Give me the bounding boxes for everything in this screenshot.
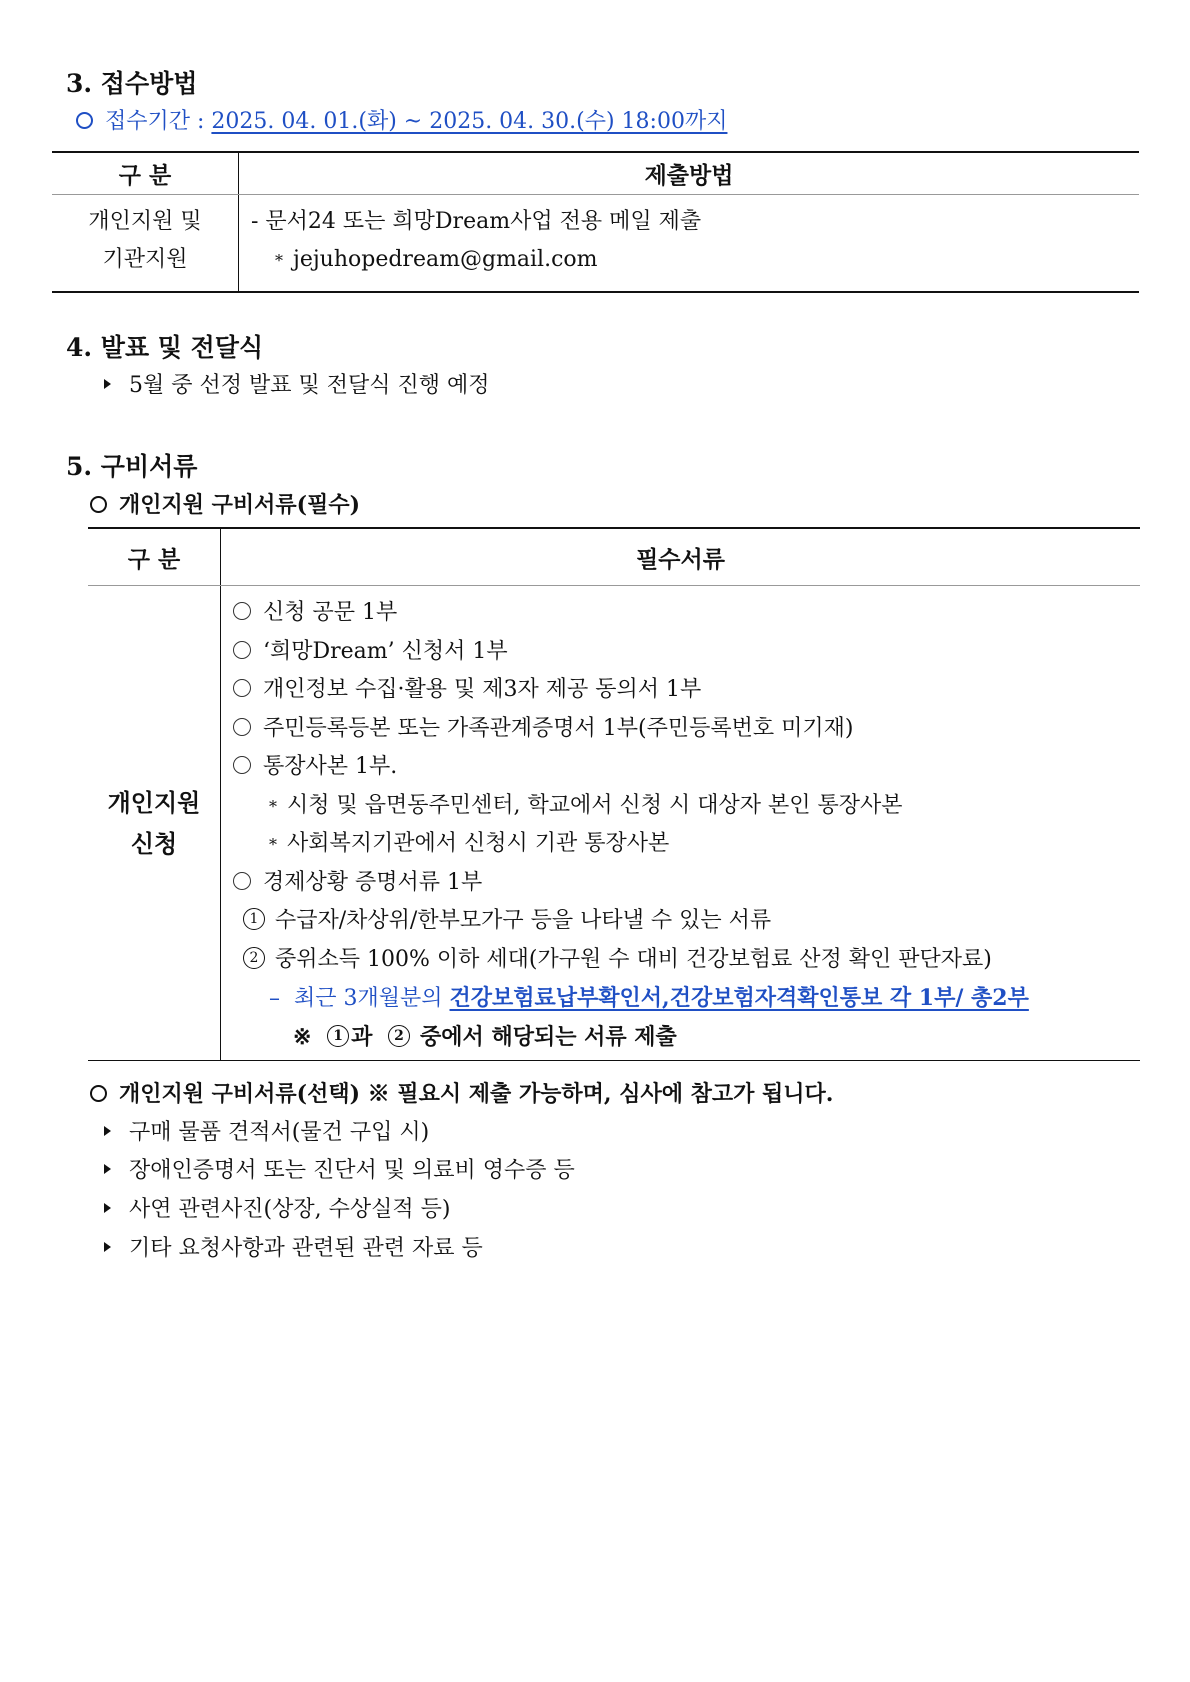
row-label-line2: 기관지원: [102, 247, 188, 272]
table-header-category: 구 분: [88, 528, 221, 586]
list-item: [233, 594, 1140, 633]
circle-bullet-icon: [233, 602, 251, 620]
note-mark: ※: [293, 1023, 312, 1050]
row-label-line2: 신청: [130, 829, 178, 858]
asterisk-icon: *: [269, 796, 277, 816]
list-item: [233, 633, 1140, 672]
submission-period-value: 2025. 04. 01.(화) ~ 2025. 04. 30.(수) 18:00까지: [211, 109, 728, 134]
announcement-text: 5월 중 선정 발표 및 전달식 진행 예정: [129, 373, 490, 398]
asterisk-icon: *: [269, 835, 277, 854]
item-text: 사연 관련사진(상장, 수상실적 등): [129, 1197, 451, 1222]
item-text: 시청 및 읍면동주민센터, 학교에서 신청 시 대상자 본인 통장사본: [287, 792, 903, 818]
required-docs-table: [88, 527, 1140, 1061]
dash-marker: –: [269, 986, 280, 1011]
row-label-line1: 개인지원 및: [88, 209, 202, 234]
list-subitem: [233, 979, 1140, 1018]
list-subitem: [233, 825, 1140, 864]
health-insurance-docs: 건강보험료납부확인서,건강보험자격확인통보 각 1부/ 총2부: [449, 985, 1029, 1011]
table-row: [52, 195, 1139, 293]
section-4-title: 4. 발표 및 전달식: [66, 333, 264, 362]
circled-number-2: 2: [243, 947, 265, 969]
item-text: 사회복지기관에서 신청시 기관 통장사본: [287, 831, 670, 856]
method-cell: [239, 195, 1140, 293]
circle-bullet-icon: [233, 718, 251, 736]
submission-period-label: 접수기간 :: [105, 109, 205, 134]
list-item: [233, 710, 1140, 749]
recent-period-text: 최근 3개월분의: [294, 986, 443, 1011]
triangle-bullet-icon: [104, 1242, 111, 1252]
circle-bullet-icon: [90, 496, 107, 513]
required-docs-heading-text: 개인지원 구비서류(필수): [119, 492, 360, 518]
item-text: 주민등록등본 또는 가족관계증명서 1부(주민등록번호 미기재): [263, 715, 854, 741]
list-subitem: [233, 941, 1140, 980]
item-text: 경제상황 증명서류 1부: [263, 869, 483, 895]
triangle-bullet-icon: [104, 379, 111, 389]
note-text: 중에서 해당되는 서류 제출: [420, 1023, 677, 1050]
submission-method-table: [52, 151, 1139, 293]
note-connector: 과: [351, 1023, 373, 1050]
list-subitem: [233, 902, 1140, 941]
circle-bullet-icon: [76, 112, 93, 129]
email-line: [251, 241, 1138, 280]
circle-bullet-icon: [233, 872, 251, 890]
required-docs-heading: [90, 488, 360, 519]
list-item: [233, 671, 1140, 710]
selection-note: [233, 1018, 1140, 1057]
row-label: [88, 586, 221, 1061]
circle-bullet-icon: [233, 641, 251, 659]
triangle-bullet-icon: [104, 1203, 111, 1213]
item-text: 신청 공문 1부: [263, 600, 398, 625]
email-address[interactable]: jejuhopedream@gmail.com: [293, 247, 598, 272]
table-header-required-docs: 필수서류: [221, 528, 1141, 586]
item-text: 수급자/차상위/한부모가구 등을 나타낼 수 있는 서류: [275, 908, 772, 933]
optional-docs-heading: [90, 1077, 833, 1108]
circled-number-1: 1: [327, 1025, 349, 1047]
optional-item: [104, 1153, 575, 1184]
triangle-bullet-icon: [104, 1126, 111, 1136]
announcement-item: [104, 368, 489, 399]
circle-bullet-icon: [233, 679, 251, 697]
item-text: ‘희망Dream’ 신청서 1부: [263, 638, 508, 664]
circle-bullet-icon: [233, 756, 251, 774]
section-5-title: 5. 구비서류: [66, 452, 198, 481]
row-label: [52, 195, 239, 293]
list-item: [233, 748, 1140, 787]
item-text: 구매 물품 견적서(물건 구입 시): [129, 1120, 430, 1145]
table-header-category: 구 분: [52, 152, 239, 195]
section-3-title: 3. 접수방법: [66, 69, 198, 98]
table-row: [88, 586, 1140, 1061]
submission-period: [76, 104, 727, 135]
triangle-bullet-icon: [104, 1164, 111, 1174]
item-text: 중위소득 100% 이하 세대(가구원 수 대비 건강보험료 산정 확인 판단자료): [275, 946, 992, 972]
item-text: 기타 요청사항과 관련된 관련 자료 등: [129, 1236, 483, 1261]
circled-number-2: 2: [388, 1025, 410, 1047]
required-docs-list: [221, 586, 1141, 1061]
optional-item: [104, 1115, 429, 1146]
circle-bullet-icon: [90, 1085, 107, 1102]
row-label-line1: 개인지원: [107, 788, 201, 817]
item-text: 개인정보 수집·활용 및 제3자 제공 동의서 1부: [263, 677, 702, 702]
list-item: [233, 864, 1140, 903]
optional-docs-heading-text: 개인지원 구비서류(선택) ※ 필요시 제출 가능하며, 심사에 참고가 됩니다.: [119, 1081, 834, 1107]
circled-number-1: 1: [243, 908, 265, 930]
asterisk-icon: *: [275, 251, 283, 270]
item-text: 통장사본 1부.: [263, 754, 398, 779]
optional-item: [104, 1231, 483, 1262]
table-header-method: 제출방법: [239, 152, 1140, 195]
method-line1: - 문서24 또는 희망Dream사업 전용 메일 제출: [251, 209, 702, 234]
list-subitem: [233, 787, 1140, 826]
item-text: 장애인증명서 또는 진단서 및 의료비 영수증 등: [129, 1158, 575, 1183]
optional-item: [104, 1192, 450, 1223]
